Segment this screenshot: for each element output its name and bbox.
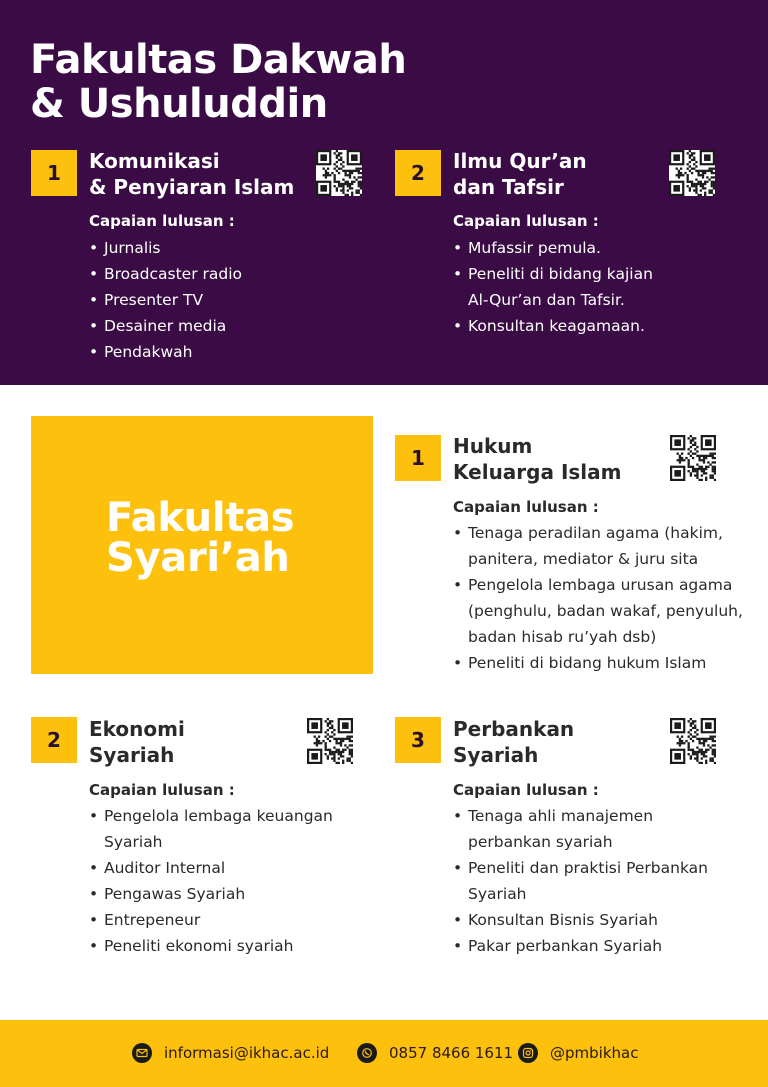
contact-instagram[interactable] — [518, 1043, 638, 1063]
list-item: • Tenaga ahli manajemen perbankan syariah — [453, 803, 733, 855]
dakwah-faculty-title — [30, 38, 406, 126]
graduate-outcome-list — [453, 803, 733, 959]
program-title-ps — [453, 716, 574, 768]
program-title-line2: dan Tafsir — [453, 175, 564, 199]
list-item: • Peneliti di bidang hukum Islam — [453, 650, 758, 676]
list-item: • Pendakwah — [89, 339, 349, 365]
list-item: • Pakar perbankan Syariah — [453, 933, 733, 959]
program-title-line2: Keluarga Islam — [453, 460, 622, 484]
capaian-lulusan-label: Capaian lulusan : — [453, 781, 599, 799]
dakwah-title-line2: & Ushuluddin — [30, 81, 328, 127]
syariah-faculty-box — [31, 416, 373, 674]
mail-icon — [132, 1043, 152, 1063]
program-title-line2: Syariah — [453, 743, 539, 767]
list-item: • Pengelola lembaga keuangan Syariah — [89, 803, 364, 855]
qr-code-icon[interactable] — [670, 435, 716, 481]
program-number-badge: 1 — [395, 435, 441, 481]
capaian-lulusan-label: Capaian lulusan : — [89, 212, 235, 230]
list-item: • Pengawas Syariah — [89, 881, 364, 907]
instagram-icon — [518, 1043, 538, 1063]
program-title-line1: Komunikasi — [89, 149, 220, 173]
graduate-outcome-list — [89, 803, 364, 959]
graduate-outcome-list — [89, 235, 349, 365]
list-item: • Konsultan keagamaan. — [453, 313, 668, 339]
syariah-title-line2: Syari’ah — [106, 535, 290, 581]
program-title-line2: Syariah — [89, 743, 175, 767]
program-title-iqt — [453, 148, 587, 200]
program-title-line2: & Penyiaran Islam — [89, 175, 295, 199]
qr-code-icon[interactable] — [669, 150, 715, 196]
program-title-es — [89, 716, 185, 768]
program-number-badge: 2 — [31, 717, 77, 763]
dakwah-section — [0, 0, 768, 385]
contact-email[interactable] — [132, 1043, 329, 1063]
program-number-badge: 1 — [31, 150, 77, 196]
contact-email-text: informasi@ikhac.ac.id — [164, 1044, 330, 1062]
contact-footer — [0, 1020, 768, 1087]
list-item: • Entrepeneur — [89, 907, 364, 933]
list-item: • Auditor Internal — [89, 855, 364, 881]
qr-code-icon[interactable] — [670, 718, 716, 764]
program-title-hki — [453, 433, 621, 485]
graduate-outcome-list — [453, 520, 758, 676]
list-item: • Peneliti dan praktisi Perbankan Syariah — [453, 855, 733, 907]
list-item: • Jurnalis — [89, 235, 349, 261]
graduate-outcome-list — [453, 235, 668, 339]
qr-code-icon[interactable] — [307, 718, 353, 764]
whatsapp-icon — [357, 1043, 377, 1063]
syariah-title-line1: Fakultas — [106, 495, 295, 541]
syariah-faculty-title — [106, 495, 295, 581]
qr-code-icon[interactable] — [316, 150, 362, 196]
list-item: • Broadcaster radio — [89, 261, 349, 287]
list-item: • Peneliti di bidang kajian Al-Qur’an dan Tafsir. — [453, 261, 668, 313]
program-title-line1: Ekonomi — [89, 717, 185, 741]
program-number-badge: 3 — [395, 717, 441, 763]
contact-instagram-text: @pmbikhac — [550, 1044, 639, 1062]
program-title-line1: Perbankan — [453, 717, 575, 741]
contact-phone-text: 0857 8466 1611 — [389, 1044, 514, 1062]
list-item: • Peneliti ekonomi syariah — [89, 933, 364, 959]
capaian-lulusan-label: Capaian lulusan : — [453, 498, 599, 516]
list-item: • Tenaga peradilan agama (hakim, panitera, mediator & juru sita — [453, 520, 758, 572]
list-item: • Pengelola lembaga urusan agama (penghulu, badan wakaf, penyuluh, badan hisab ru’yah dsb) — [453, 572, 758, 650]
list-item: • Presenter TV — [89, 287, 349, 313]
program-title-line1: Ilmu Qur’an — [453, 149, 587, 173]
program-title-line1: Hukum — [453, 434, 533, 458]
dakwah-title-line1: Fakultas Dakwah — [30, 37, 407, 83]
contact-phone[interactable] — [357, 1043, 513, 1063]
capaian-lulusan-label: Capaian lulusan : — [89, 781, 235, 799]
list-item: • Desainer media — [89, 313, 349, 339]
program-number-badge: 2 — [395, 150, 441, 196]
capaian-lulusan-label: Capaian lulusan : — [453, 212, 599, 230]
list-item: • Konsultan Bisnis Syariah — [453, 907, 733, 933]
list-item: • Mufassir pemula. — [453, 235, 668, 261]
program-title-kpi — [89, 148, 294, 200]
